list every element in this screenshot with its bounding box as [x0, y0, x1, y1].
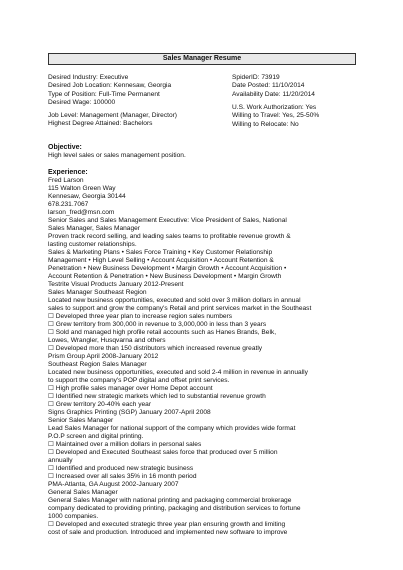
resume-body — [48, 143, 348, 537]
experience-line: Senior Sales and Sales Management Executive: Vice President of Sales, National — [48, 217, 287, 224]
experience-line: Lead Sales Manager for national support of the company which provides wide format — [48, 425, 296, 432]
info-line: SpiderID: 73919 — [232, 74, 280, 81]
experience-line: ☐ Grew territory from 300,000 in revenue to 3,000,000 in less than 3 years — [48, 321, 267, 328]
experience-heading: Experience: — [48, 169, 88, 176]
experience-line: 115 Walton Green Way — [48, 185, 116, 192]
info-line: Date Posted: 11/10/2014 — [232, 82, 305, 90]
experience-line: P.O.P screen and digital printing. — [48, 433, 144, 440]
experience-line: Management • High Level Selling • Account Acquisition • Account Retention & — [48, 257, 274, 264]
experience-line: ☐ Developed three year plan to increase region sales numbers — [48, 313, 233, 320]
experience-line: Prism Group April 2008-January 2012 — [48, 353, 159, 360]
info-line: Job Level: Management (Manager, Director) — [48, 112, 178, 119]
experience-line: Located new business opportunities, executed and sold 2-4 million in revenue in annually — [48, 369, 308, 376]
info-line: Availability Date: 11/20/2014 — [232, 90, 315, 98]
experience-line: Kennesaw, Georgia 30144 — [48, 193, 126, 200]
experience-line: company dedicated to providing printing, packaging and distribution services to fortune — [48, 505, 301, 512]
posting-info-block — [232, 74, 362, 99]
experience-line: Located new business opportunities, executed and sold over 3 million dollars in annual — [48, 297, 301, 304]
experience-line: Testrite Visual Products January 2012-Present — [48, 281, 184, 288]
experience-line: ☐ Developed more than 150 distributors which increased revenue greatly — [48, 345, 263, 352]
experience-line: Sales Manager Southeast Region — [48, 289, 147, 296]
info-line: Highest Degree Attained: Bachelors — [48, 120, 153, 128]
experience-line: PMA-Atlanta, GA August 2002-January 2007 — [48, 481, 179, 488]
experience-line: Senior Sales Manager — [48, 417, 114, 424]
experience-line: ☐ Identified new strategic markets which led to substantial revenue growth — [48, 393, 266, 400]
experience-line: annually — [48, 457, 73, 464]
experience-line: Fred Larson — [48, 177, 84, 184]
info-line: Desired Job Location: Kennesaw, Georgia — [48, 82, 172, 90]
experience-line: ☐ Maintained over a million dollars in personal sales — [48, 441, 202, 448]
experience-section — [48, 177, 348, 537]
job-level-block — [48, 112, 228, 129]
experience-line: lasting customer relationships. — [48, 241, 137, 248]
info-line: Willing to Travel: Yes, 25-50% — [232, 112, 320, 120]
experience-line: ☐ Developed and executed strategic three year plan ensuring growth and limiting — [48, 521, 286, 528]
experience-line: Lowes, Wrangler, Husqvarna and others — [48, 337, 166, 344]
authorization-block — [232, 104, 362, 129]
experience-line: to support the company's POP digital and offset print services. — [48, 377, 230, 384]
info-line: Desired Industry: Executive — [48, 74, 129, 81]
experience-line: ☐ Increased over all sales 35% in 16 month period — [48, 473, 197, 480]
experience-line: Penetration • New Business Development • Margin Growth • Account Acquisition • — [48, 265, 287, 272]
experience-line: sales to support and grow the company's Retail and print services market in the Southeast — [48, 305, 312, 312]
desired-info-block — [48, 74, 228, 107]
experience-line: Sales Manager, Sales Manager — [48, 225, 140, 232]
experience-line: 1000 companies. — [48, 513, 99, 520]
experience-line: ☐ Grew territory 20-40% each year — [48, 401, 152, 408]
experience-line: General Sales Manager — [48, 489, 118, 496]
info-line: Desired Wage: 100000 — [48, 98, 116, 106]
experience-line: Account Retention & Penetration • New Business Development • Margin Growth — [48, 273, 282, 280]
objective-text: High level sales or sales management position. — [48, 152, 186, 159]
page-title: Sales Manager Resume — [48, 53, 356, 65]
experience-line: larson_fred@msn.com — [48, 209, 115, 216]
info-line: U.S. Work Authorization: Yes — [232, 104, 317, 111]
experience-line: Southeast Region Sales Manager — [48, 361, 147, 368]
experience-line: ☐ Identified and produced new strategic business — [48, 465, 194, 472]
experience-line: ☐ Developed and Executed Southeast sales force that produced over 5 million — [48, 449, 278, 456]
info-line: Type of Position: Full-Time Permanent — [48, 90, 160, 98]
experience-line: 678.231.7067 — [48, 201, 89, 208]
experience-line: Sales & Marketing Plans • Sales Force Training • Key Customer Relationship — [48, 249, 273, 256]
experience-line: cost of sale and production. Introduced and implemented new software to improve — [48, 529, 288, 536]
experience-line: ☐ High profile sales manager over Home Depot account — [48, 385, 213, 392]
objective-heading: Objective: — [48, 144, 82, 151]
experience-line: General Sales Manager with national printing and packaging commercial brokerage — [48, 497, 292, 504]
experience-line: ☐ Sold and managed high profile retail accounts such as Hanes Brands, Belk, — [48, 329, 277, 336]
info-line: Willing to Relocate: No — [232, 120, 299, 128]
experience-line: Signs Graphics Printing (SGP) January 2007-April 2008 — [48, 409, 211, 416]
experience-line: Proven track record selling, and leading sales teams to profitable revenue growth & — [48, 233, 291, 240]
